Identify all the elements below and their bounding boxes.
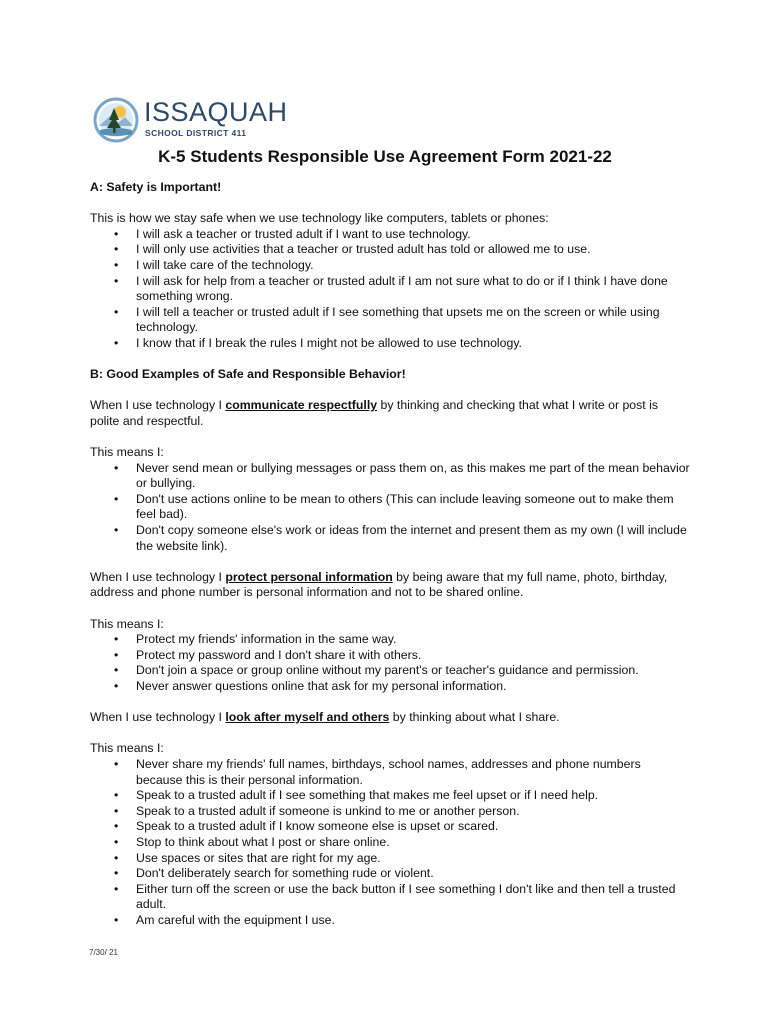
list-item: • Use spaces or sites that are right for my age.	[136, 851, 690, 867]
list-item: • Speak to a trusted adult if I see something that makes me feel upset or if I need help.	[136, 788, 690, 804]
list-item: • Don't deliberately search for something rude or violent.	[136, 866, 690, 882]
list-item: • I will tell a teacher or trusted adult if I see something that upsets me on the screen or while using technology.	[136, 305, 690, 336]
list-item: • Never answer questions online that ask for my personal information.	[136, 679, 690, 695]
list-item: • I will take care of the technology.	[136, 258, 690, 274]
logo-subtitle: SCHOOL DISTRICT 411	[145, 128, 247, 138]
footer-date: 7/30/ 21	[89, 948, 118, 957]
means-label: This means I:	[90, 445, 164, 460]
protect-personal-information-emphasis: protect personal information	[225, 569, 393, 584]
section-a-heading: A: Safety is Important!	[90, 180, 222, 194]
district-logo	[92, 96, 288, 148]
list-item: • I will ask for help from a teacher or trusted adult if I am not sure what to do or if I think I have done something wrong.	[136, 274, 690, 305]
logo-name: ISSAQUAH	[144, 97, 288, 127]
list-item: • I will only use activities that a teacher or trusted adult has told or allowed me to use.	[136, 242, 690, 258]
list-item: • I will ask a teacher or trusted adult if I want to use technology.	[136, 227, 690, 243]
means-label: This means I:	[90, 616, 164, 631]
protect-paragraph: When I use technology I protect personal information by being aware that my full name, photo, birthday, address and phone number is personal information and not to be shared online.	[90, 569, 668, 600]
communicate-paragraph: When I use technology I communicate respectfully by thinking and checking that what I write or post is polite and respectful.	[90, 398, 659, 428]
communicate-list	[90, 461, 690, 555]
list-item: • Never share my friends' full names, birthdays, school names, addresses and phone numbers because this is their personal information.	[136, 757, 690, 788]
list-item: • Never send mean or bullying messages or pass them on, as this makes me part of the mean behavior or bullying.	[136, 461, 690, 492]
list-item: • Am careful with the equipment I use.	[136, 913, 690, 929]
section-a-intro: This is how we stay safe when we use technology like computers, tablets or phones:	[90, 211, 549, 226]
list-item: • I know that if I break the rules I might not be allowed to use technology.	[136, 336, 690, 352]
logo-emblem-icon	[92, 96, 140, 144]
means-label: This means I:	[90, 741, 164, 756]
communicate-respectfully-emphasis: communicate respectfully	[225, 398, 378, 413]
list-item: • Don't use actions online to be mean to others (This can include leaving someone out to make them feel bad).	[136, 492, 690, 523]
page-title: K-5 Students Responsible Use Agreement Form 2021-22	[158, 147, 612, 166]
look-after-list	[90, 757, 690, 929]
list-item: • Speak to a trusted adult if someone is unkind to me or another person.	[136, 804, 690, 820]
list-item: • Protect my friends' information in the same way.	[136, 632, 690, 648]
list-item: • Speak to a trusted adult if I know someone else is upset or scared.	[136, 819, 690, 835]
list-item: • Protect my password and I don't share it with others.	[136, 648, 690, 664]
list-item: • Don't copy someone else's work or ideas from the internet and present them as my own (I will include the website link).	[136, 523, 690, 554]
look-after-paragraph: When I use technology I look after myself and others by thinking about what I share.	[90, 710, 560, 725]
look-after-myself-emphasis: look after myself and others	[225, 710, 390, 725]
protect-list	[90, 632, 690, 694]
document-body	[90, 180, 690, 929]
section-a-list	[90, 227, 690, 352]
list-item: • Either turn off the screen or use the back button if I see something I don't like and then tell a trusted adult.	[136, 882, 690, 913]
list-item: • Don't join a space or group online without my parent's or teacher's guidance and permission.	[136, 663, 690, 679]
section-b-heading: B: Good Examples of Safe and Responsible Behavior!	[90, 367, 406, 382]
list-item: • Stop to think about what I post or share online.	[136, 835, 690, 851]
